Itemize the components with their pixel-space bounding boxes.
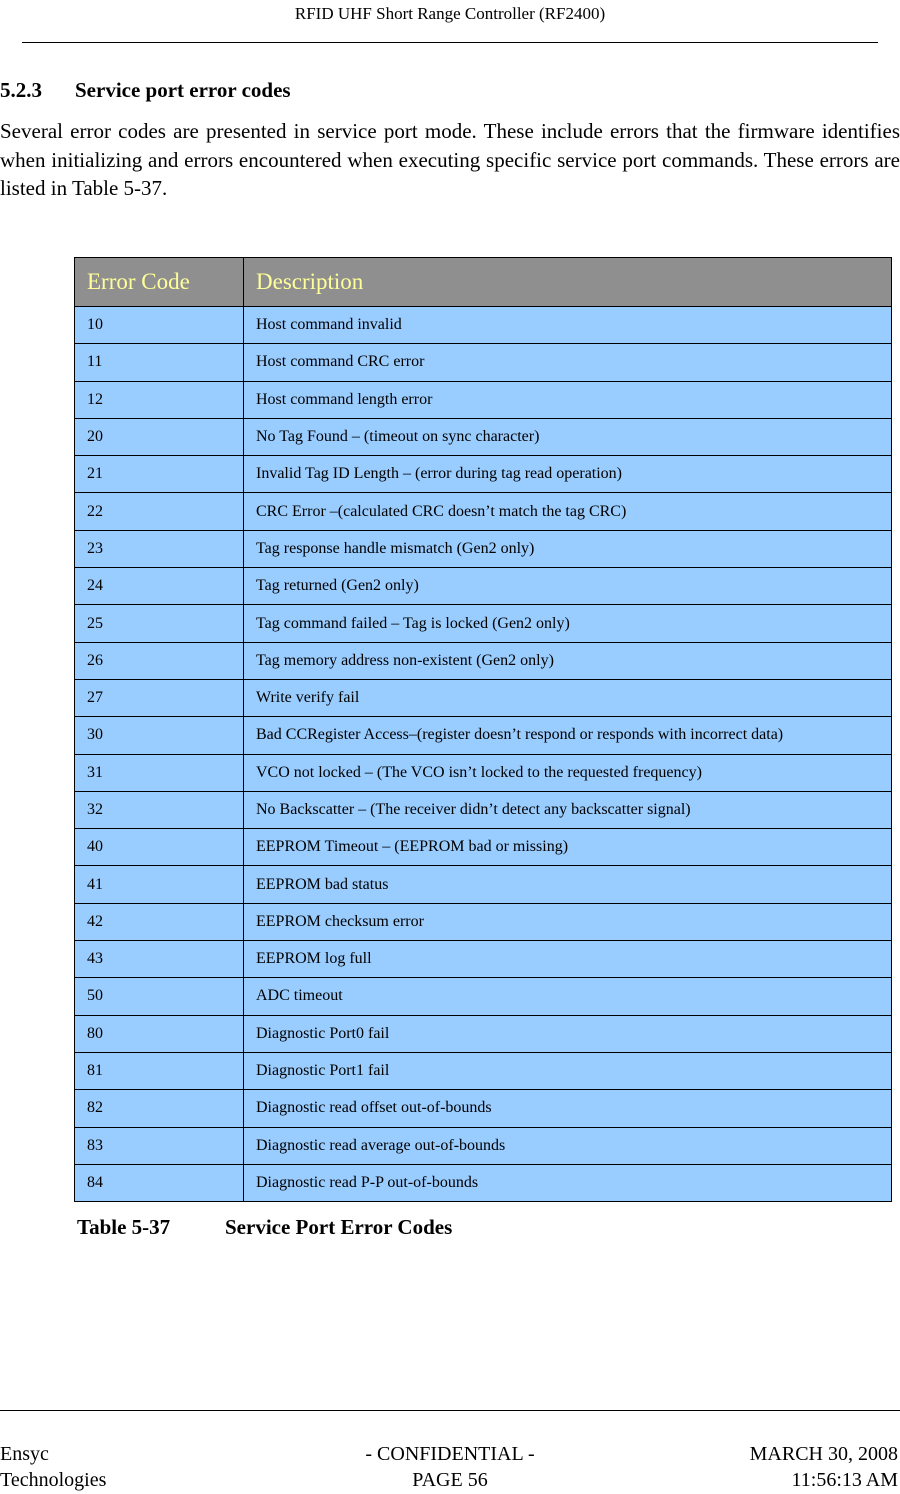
error-code-cell: 82 [75, 1090, 244, 1127]
description-cell: EEPROM checksum error [244, 903, 892, 940]
table-header-row [75, 258, 892, 307]
table-row [75, 1015, 892, 1052]
description-cell: Diagnostic read P-P out-of-bounds [244, 1164, 892, 1201]
running-header: RFID UHF Short Range Controller (RF2400) [294, 4, 606, 23]
description-cell: Diagnostic read average out-of-bounds [244, 1127, 892, 1164]
error-code-cell: 12 [75, 381, 244, 418]
table-row [75, 307, 892, 344]
error-code-cell: 26 [75, 642, 244, 679]
error-code-cell: 40 [75, 829, 244, 866]
description-cell: Host command length error [244, 381, 892, 418]
description-cell: Tag returned (Gen2 only) [244, 568, 892, 605]
error-code-cell: 32 [75, 791, 244, 828]
error-code-cell: 10 [75, 307, 244, 344]
description-cell: EEPROM bad status [244, 866, 892, 903]
error-code-cell: 80 [75, 1015, 244, 1052]
description-cell: Host command invalid [244, 307, 892, 344]
section-number: 5.2.3 [0, 78, 42, 102]
description-cell: Host command CRC error [244, 344, 892, 381]
footer-date: MARCH 30, 2008 [749, 1443, 898, 1465]
table-row [75, 866, 892, 903]
error-code-cell: 50 [75, 978, 244, 1015]
table-row [75, 456, 892, 493]
error-code-cell: 20 [75, 418, 244, 455]
description-cell: ADC timeout [244, 978, 892, 1015]
error-code-cell: 11 [75, 344, 244, 381]
table-row [75, 605, 892, 642]
description-cell: No Tag Found – (timeout on sync character) [244, 418, 892, 455]
table-row [75, 381, 892, 418]
error-code-cell: 22 [75, 493, 244, 530]
table-row [75, 493, 892, 530]
error-code-cell: 25 [75, 605, 244, 642]
footer-time: 11:56:13 AM [791, 1469, 898, 1491]
description-cell: Tag memory address non-existent (Gen2 only) [244, 642, 892, 679]
description-cell: EEPROM log full [244, 941, 892, 978]
table-row [75, 829, 892, 866]
table-row [75, 530, 892, 567]
error-code-cell: 24 [75, 568, 244, 605]
footer-confidential: - CONFIDENTIAL - [365, 1443, 535, 1465]
description-cell: Diagnostic Port1 fail [244, 1052, 892, 1089]
header-rule [22, 42, 878, 43]
description-cell: Tag response handle mismatch (Gen2 only) [244, 530, 892, 567]
footer-company-line2: Technologies [0, 1469, 107, 1491]
description-cell: EEPROM Timeout – (EEPROM bad or missing) [244, 829, 892, 866]
description-cell: Invalid Tag ID Length – (error during tag read operation) [244, 456, 892, 493]
table-row [75, 941, 892, 978]
footer-company-line1: Ensyc [0, 1443, 49, 1465]
error-code-cell: 84 [75, 1164, 244, 1201]
error-code-table [74, 257, 892, 1202]
table-row [75, 418, 892, 455]
description-cell: No Backscatter – (The receiver didn’t detect any backscatter signal) [244, 791, 892, 828]
footer-rule [0, 1410, 900, 1411]
table-row [75, 978, 892, 1015]
table-row [75, 717, 892, 754]
table-row [75, 568, 892, 605]
description-cell: Write verify fail [244, 679, 892, 716]
description-cell: Bad CCRegister Access–(register doesn’t respond or responds with incorrect data) [244, 717, 892, 754]
table-row [75, 1164, 892, 1201]
error-code-cell: 30 [75, 717, 244, 754]
error-code-cell: 41 [75, 866, 244, 903]
error-code-cell: 42 [75, 903, 244, 940]
table-row [75, 791, 892, 828]
error-code-cell: 81 [75, 1052, 244, 1089]
error-code-cell: 43 [75, 941, 244, 978]
error-code-cell: 27 [75, 679, 244, 716]
footer-page-number: PAGE 56 [412, 1469, 488, 1491]
description-cell: VCO not locked – (The VCO isn’t locked to the requested frequency) [244, 754, 892, 791]
table-caption [77, 1214, 452, 1240]
table-row [75, 1127, 892, 1164]
caption-label: Table 5-37 [77, 1215, 171, 1239]
error-code-cell: 31 [75, 754, 244, 791]
description-cell: CRC Error –(calculated CRC doesn’t match the tag CRC) [244, 493, 892, 530]
description-cell: Diagnostic Port0 fail [244, 1015, 892, 1052]
body-paragraph: Several error codes are presented in service port mode. These include errors that the firmware identifies when initializing and errors encountered when executing specific service port commands. These errors are listed in Table 5-37. [0, 119, 900, 200]
table-row [75, 344, 892, 381]
table-row [75, 1052, 892, 1089]
table-row [75, 642, 892, 679]
section-title: Service port error codes [75, 78, 291, 102]
description-cell: Tag command failed – Tag is locked (Gen2 only) [244, 605, 892, 642]
column-header-error-code: Error Code [75, 258, 244, 307]
error-code-cell: 83 [75, 1127, 244, 1164]
column-header-description: Description [244, 258, 892, 307]
table-row [75, 754, 892, 791]
table-row [75, 1090, 892, 1127]
table-row [75, 903, 892, 940]
table-row [75, 679, 892, 716]
caption-title: Service Port Error Codes [225, 1215, 453, 1239]
error-code-cell: 21 [75, 456, 244, 493]
section-heading [0, 77, 291, 103]
description-cell: Diagnostic read offset out-of-bounds [244, 1090, 892, 1127]
error-code-cell: 23 [75, 530, 244, 567]
